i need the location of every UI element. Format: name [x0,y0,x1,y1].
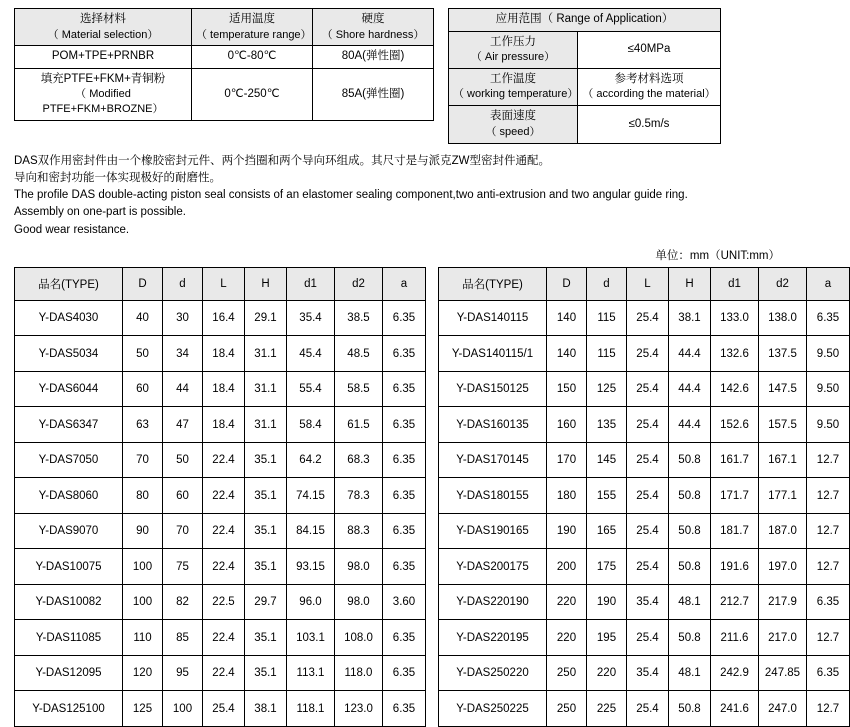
cell-d1: 55.4 [287,371,335,407]
application-range-table [448,8,721,144]
column-header-type: 品名(TYPE) [439,267,547,300]
column-header-H: H [669,267,711,300]
cell-L: 18.4 [203,371,245,407]
temperature-value: 0℃-80℃ [192,46,313,69]
cell-d: 34 [163,336,203,372]
cell-a: 9.50 [807,336,850,372]
header-en: （ Material selection） [47,28,159,41]
dimension-table-right [438,267,850,727]
table-row [15,407,426,443]
header-shore-hardness [313,9,434,46]
cell-type: Y-DAS7050 [15,442,123,478]
cell-H: 44.4 [669,336,711,372]
cell-type: Y-DAS9070 [15,513,123,549]
label-speed [449,106,578,143]
table-row [15,336,426,372]
cell-type: Y-DAS200175 [439,549,547,585]
label-en: （ speed） [485,125,541,138]
cell-a: 6.35 [807,584,850,620]
cell-d1: 181.7 [711,513,759,549]
value-cn: 参考材料选项 [614,72,684,85]
label-en: （ Air pressure） [470,51,556,64]
cell-H: 38.1 [669,300,711,336]
cell-type: Y-DAS220195 [439,620,547,656]
cell-d: 30 [163,300,203,336]
cell-L: 22.4 [203,655,245,691]
cell-L: 35.4 [627,655,669,691]
column-header-d: d [587,267,627,300]
cell-L: 22.4 [203,620,245,656]
column-header-D: D [123,267,163,300]
cell-L: 25.4 [627,371,669,407]
table-row [439,442,850,478]
table-header-row [449,9,721,32]
header-range-of-application [449,9,721,32]
cell-type: Y-DAS6347 [15,407,123,443]
cell-a: 9.50 [807,407,850,443]
table-row [439,620,850,656]
unit-note: 单位：mm（UNIT:mm） [655,249,780,262]
cell-D: 200 [547,549,587,585]
cell-type: Y-DAS170145 [439,442,547,478]
cell-d: 135 [587,407,627,443]
table-row [439,584,850,620]
column-header-D: D [547,267,587,300]
cell-d1: 211.6 [711,620,759,656]
cell-a: 6.35 [383,655,426,691]
cell-H: 29.7 [245,584,287,620]
cell-d2: 78.3 [335,478,383,514]
cell-d2: 137.5 [759,336,807,372]
table-row [449,106,721,143]
header-temperature-range [192,9,313,46]
table-body [439,300,850,726]
cell-d2: 48.5 [335,336,383,372]
table-row [15,68,434,120]
cell-d: 85 [163,620,203,656]
description-line-3: The profile DAS double-acting piston seal consists of an elastomer sealing component,two anti-extrusion and two angular guide ring. [14,189,688,202]
cell-d2: 108.0 [335,620,383,656]
cell-type: Y-DAS250220 [439,655,547,691]
cell-a: 12.7 [807,478,850,514]
cell-d1: 93.15 [287,549,335,585]
cell-a: 6.35 [383,691,426,727]
cell-L: 25.4 [203,691,245,727]
column-header-d: d [163,267,203,300]
material-cn: 填充PTFE+FKM+青铜粉 [40,72,166,85]
table-row [439,655,850,691]
cell-d1: 118.1 [287,691,335,727]
cell-d1: 132.6 [711,336,759,372]
cell-H: 35.1 [245,620,287,656]
table-row [15,46,434,69]
cell-D: 120 [123,655,163,691]
table-row [439,407,850,443]
cell-H: 38.1 [245,691,287,727]
cell-d1: 212.7 [711,584,759,620]
column-header-type: 品名(TYPE) [15,267,123,300]
cell-d: 44 [163,371,203,407]
cell-d2: 88.3 [335,513,383,549]
cell-d1: 133.0 [711,300,759,336]
cell-d2: 157.5 [759,407,807,443]
cell-d2: 61.5 [335,407,383,443]
cell-type: Y-DAS10075 [15,549,123,585]
cell-type: Y-DAS220190 [439,584,547,620]
cell-D: 63 [123,407,163,443]
cell-L: 22.5 [203,584,245,620]
cell-H: 35.1 [245,478,287,514]
label-working-temperature [449,68,578,105]
value-en: （ according the material） [582,88,716,101]
cell-H: 44.4 [669,407,711,443]
cell-type: Y-DAS4030 [15,300,123,336]
cell-d: 195 [587,620,627,656]
cell-a: 12.7 [807,549,850,585]
cell-type: Y-DAS140115/1 [439,336,547,372]
cell-a: 9.50 [807,371,850,407]
label-air-pressure [449,31,578,68]
cell-D: 125 [123,691,163,727]
cell-L: 25.4 [627,478,669,514]
cell-type: Y-DAS11085 [15,620,123,656]
spec-tables-row [14,8,786,144]
cell-type: Y-DAS160135 [439,407,547,443]
table-row [439,336,850,372]
material-value [15,68,192,120]
cell-a: 6.35 [383,336,426,372]
table-row [15,478,426,514]
cell-a: 12.7 [807,620,850,656]
cell-d: 50 [163,442,203,478]
column-header-d2: d2 [759,267,807,300]
cell-D: 190 [547,513,587,549]
table-header-row [439,267,850,300]
table-body [15,300,426,726]
cell-d: 82 [163,584,203,620]
cell-H: 48.1 [669,584,711,620]
cell-d2: 138.0 [759,300,807,336]
cell-L: 18.4 [203,407,245,443]
cell-a: 6.35 [383,371,426,407]
cell-H: 31.1 [245,336,287,372]
table-row [15,371,426,407]
cell-L: 22.4 [203,549,245,585]
cell-d1: 64.2 [287,442,335,478]
cell-d: 225 [587,691,627,727]
cell-d2: 68.3 [335,442,383,478]
cell-d1: 35.4 [287,300,335,336]
cell-d2: 167.1 [759,442,807,478]
cell-L: 25.4 [627,691,669,727]
cell-a: 6.35 [383,478,426,514]
label-en: （ working temperature） [453,88,579,101]
column-header-d1: d1 [287,267,335,300]
dimension-table-left [14,267,426,727]
description-line-5: Good wear resistance. [14,223,130,236]
cell-L: 25.4 [627,620,669,656]
cell-D: 220 [547,620,587,656]
cell-d2: 177.1 [759,478,807,514]
table-row [15,513,426,549]
cell-D: 250 [547,691,587,727]
table-row [15,655,426,691]
cell-d: 145 [587,442,627,478]
column-header-d2: d2 [335,267,383,300]
cell-H: 50.8 [669,513,711,549]
column-header-H: H [245,267,287,300]
material-value [15,46,192,69]
cell-d: 60 [163,478,203,514]
table-row [449,68,721,105]
value-working-temperature [578,68,721,105]
cell-d1: 113.1 [287,655,335,691]
cell-H: 31.1 [245,407,287,443]
cell-d: 47 [163,407,203,443]
cell-D: 80 [123,478,163,514]
cell-L: 22.4 [203,442,245,478]
cell-L: 25.4 [627,336,669,372]
header-cn: 应用范围 [495,13,542,25]
cell-a: 12.7 [807,513,850,549]
table-row [15,691,426,727]
cell-d2: 197.0 [759,549,807,585]
header-en: （ Range of Application） [541,13,674,25]
cell-d2: 98.0 [335,584,383,620]
cell-D: 150 [547,371,587,407]
cell-a: 6.35 [383,513,426,549]
cell-a: 6.35 [383,407,426,443]
table-row [15,442,426,478]
cell-d2: 58.5 [335,371,383,407]
cell-d1: 191.6 [711,549,759,585]
cell-d2: 123.0 [335,691,383,727]
cell-d2: 147.5 [759,371,807,407]
description-line-2: 导向和密封功能一体实现极好的耐磨性。 [14,171,221,184]
table-row [439,513,850,549]
description-block [14,153,786,239]
cell-a: 6.35 [807,655,850,691]
cell-D: 110 [123,620,163,656]
cell-d1: 241.6 [711,691,759,727]
material-cn: POM+TPE+PRNBR [51,50,155,63]
cell-H: 50.8 [669,442,711,478]
cell-D: 140 [547,300,587,336]
cell-L: 18.4 [203,336,245,372]
cell-d: 125 [587,371,627,407]
cell-a: 6.35 [383,300,426,336]
cell-L: 25.4 [627,549,669,585]
header-en: （ Shore hardness） [321,28,425,41]
cell-d2: 217.9 [759,584,807,620]
cell-d: 115 [587,300,627,336]
cell-d: 165 [587,513,627,549]
table-row [15,584,426,620]
cell-d1: 84.15 [287,513,335,549]
cell-D: 70 [123,442,163,478]
cell-H: 50.8 [669,478,711,514]
cell-H: 50.8 [669,549,711,585]
cell-D: 170 [547,442,587,478]
table-row [449,31,721,68]
cell-H: 35.1 [245,549,287,585]
cell-D: 100 [123,584,163,620]
cell-type: Y-DAS250225 [439,691,547,727]
cell-H: 29.1 [245,300,287,336]
table-row [15,620,426,656]
cell-type: Y-DAS6044 [15,371,123,407]
cell-d2: 187.0 [759,513,807,549]
cell-d1: 161.7 [711,442,759,478]
cell-d2: 118.0 [335,655,383,691]
cell-d: 95 [163,655,203,691]
cell-d1: 45.4 [287,336,335,372]
temperature-value: 0℃-250℃ [192,68,313,120]
cell-d2: 38.5 [335,300,383,336]
cell-L: 22.4 [203,478,245,514]
cell-L: 25.4 [627,442,669,478]
cell-D: 220 [547,584,587,620]
table-row [439,371,850,407]
header-material-selection [15,9,192,46]
cell-d: 70 [163,513,203,549]
cell-d1: 96.0 [287,584,335,620]
cell-d2: 217.0 [759,620,807,656]
cell-type: Y-DAS150125 [439,371,547,407]
cell-d: 155 [587,478,627,514]
cell-D: 180 [547,478,587,514]
cell-d: 75 [163,549,203,585]
label-cn: 表面速度 [490,110,536,123]
column-header-a: a [383,267,426,300]
cell-d2: 98.0 [335,549,383,585]
column-header-L: L [627,267,669,300]
cell-H: 35.1 [245,655,287,691]
table-row [439,549,850,585]
cell-d: 115 [587,336,627,372]
cell-D: 250 [547,655,587,691]
cell-H: 50.8 [669,620,711,656]
cell-H: 48.1 [669,655,711,691]
cell-H: 44.4 [669,371,711,407]
value-air-pressure: ≤40MPa [578,31,721,68]
cell-a: 12.7 [807,442,850,478]
cell-type: Y-DAS12095 [15,655,123,691]
cell-L: 25.4 [627,407,669,443]
value-speed: ≤0.5m/s [578,106,721,143]
label-cn: 工作压力 [490,35,536,48]
table-row [15,300,426,336]
cell-type: Y-DAS125100 [15,691,123,727]
table-header-row [15,9,434,46]
cell-a: 6.35 [807,300,850,336]
cell-d2: 247.0 [759,691,807,727]
description-line-4: Assembly on one-part is possible. [14,206,186,219]
cell-a: 3.60 [383,584,426,620]
cell-a: 6.35 [383,442,426,478]
cell-L: 16.4 [203,300,245,336]
cell-H: 31.1 [245,371,287,407]
description-line-1: DAS双作用密封件由一个橡胶密封元件、两个挡圈和两个导向环组成。其尺寸是与派克ZW型密封件通配。 [14,154,551,167]
cell-type: Y-DAS8060 [15,478,123,514]
cell-L: 35.4 [627,584,669,620]
column-header-d1: d1 [711,267,759,300]
cell-d1: 142.6 [711,371,759,407]
cell-d: 175 [587,549,627,585]
cell-type: Y-DAS190165 [439,513,547,549]
cell-d1: 152.6 [711,407,759,443]
cell-H: 35.1 [245,442,287,478]
cell-d2: 247.85 [759,655,807,691]
cell-L: 25.4 [627,513,669,549]
cell-D: 140 [547,336,587,372]
cell-L: 25.4 [627,300,669,336]
header-en: （ temperature range） [196,28,312,41]
cell-D: 100 [123,549,163,585]
cell-d1: 171.7 [711,478,759,514]
column-header-a: a [807,267,850,300]
cell-H: 35.1 [245,513,287,549]
cell-L: 22.4 [203,513,245,549]
hardness-value: 80A(弹性圈) [313,46,434,69]
cell-d1: 74.15 [287,478,335,514]
table-row [15,549,426,585]
table-row [439,691,850,727]
cell-d: 190 [587,584,627,620]
header-cn: 选择材料 [80,13,126,25]
cell-D: 90 [123,513,163,549]
column-header-L: L [203,267,245,300]
cell-type: Y-DAS140115 [439,300,547,336]
dimension-tables-row [14,267,840,727]
header-cn: 硬度 [361,13,385,25]
table-row [439,478,850,514]
cell-type: Y-DAS10082 [15,584,123,620]
header-cn: 适用温度 [229,13,275,25]
cell-a: 6.35 [383,549,426,585]
cell-D: 60 [123,371,163,407]
table-row [439,300,850,336]
material-en: （ Modified PTFE+FKM+BROZNE） [42,88,164,116]
cell-a: 12.7 [807,691,850,727]
cell-D: 160 [547,407,587,443]
cell-H: 50.8 [669,691,711,727]
cell-type: Y-DAS5034 [15,336,123,372]
material-spec-table [14,8,434,121]
cell-d: 220 [587,655,627,691]
cell-a: 6.35 [383,620,426,656]
label-cn: 工作温度 [490,72,536,85]
cell-d1: 103.1 [287,620,335,656]
cell-D: 40 [123,300,163,336]
cell-d1: 242.9 [711,655,759,691]
cell-d1: 58.4 [287,407,335,443]
hardness-value: 85A(弹性圈) [313,68,434,120]
cell-type: Y-DAS180155 [439,478,547,514]
cell-D: 50 [123,336,163,372]
cell-d: 100 [163,691,203,727]
table-header-row [15,267,426,300]
